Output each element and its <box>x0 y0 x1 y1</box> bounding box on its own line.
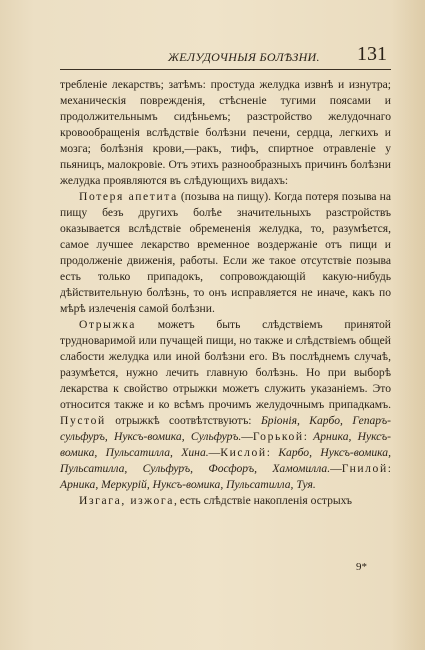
term-heartburn: Изгага, изжога <box>79 494 174 507</box>
page-header <box>60 45 391 70</box>
remedies-sour: Карбо, Нуксъ-вомика, Пульсатилла, Сульфуръ, Фосфоръ, Хамомилла. <box>60 446 392 475</box>
remedies-empty: Бріонія, Карбо, Гепаръ-сульфуръ, Нуксъ-вомика, Сульфуръ. <box>60 414 391 443</box>
subterm-rotten: Гнилой <box>341 462 388 475</box>
subterm-empty: Пустой <box>60 414 106 427</box>
subterm-sour: Кислой <box>220 446 267 459</box>
signature-mark: 9* <box>356 561 367 573</box>
remedies-rotten: Арника, Меркурій, Нуксъ-вомика, Пульсатилла, Туя. <box>60 478 316 491</box>
running-head: ЖЕЛУДОЧНЫЯ БОЛѢЗНИ. <box>168 50 320 64</box>
remedies-bitter: Арника, Нуксъ-вомика, Пульсатилла, Хина. <box>60 430 391 459</box>
paragraph-heartburn: Изгага, изжога, есть слѣдствіе накопленія острыхъ <box>79 494 353 507</box>
paragraph-belching: Отрыжка можетъ быть слѣдствіемъ принятой трудноваримой или пучащей пищи, но также и слѣдствіемъ общей слабости желудка или иной болѣзни его. Въ послѣднемъ случаѣ, разумѣется, нужно лечить главную болѣзнь. Но при выборѣ лекарства к свойство отрыжки можетъ служить указаніемъ. Это относится также и ко всѣмъ прочимъ желудочнымъ припадкамъ. Пустой отрыжкѣ соотвѣтствуютъ: Бріонія, Карбо, Гепаръ-сульфуръ, Нуксъ-вомика, Сульфуръ.—Горькой: Арника, Нуксъ-вомика, Пульсатилла, Хина.—Кислой: Карбо, Нуксъ-вомика, Пульсатилла, Сульфуръ, Фосфоръ, Хамомилла.—Гнилой: Арника, Меркурій, Нуксъ-вомика, Пульсатилла, Туя. <box>60 318 392 491</box>
paragraph-loss-of-appetite: Потеря апетита (позыва на пищу). Когда потеря позыва на пищу безъ другихъ болѣе значительныхъ разстройствъ оказывается вслѣдствіе обремененія желудка, то, разумѣется, самое лучшее лекарство временное воздержаніе отъ пищи и продолженіе движенія, работы. Если же такое отсутствіе позыва есть только припадокъ, сопровождающій какую-нибудь дѣйствительную болѣзнь, то онъ исправляется не иначе, какъ по мѣрѣ излеченія самой болѣзни. <box>60 190 391 315</box>
page-body <box>60 77 391 509</box>
term-loss-of-appetite: Потеря апетита <box>79 190 178 203</box>
paragraph-causes: требленіе лекарствъ; затѣмъ: простуда желудка извнѣ и изнутра; механическія поврежденія, стѣсненіе тугими поясами и продолжительнымъ сидѣньемъ; разстройство желудочнаго кровообращенія вслѣдствіе болѣзни печени, сердца, легкихъ и мозга; болѣзнія крови,—ракъ, тифъ, спиртное отравленіе у пьяницъ, малокровіе. Отъ этихъ разнообразныхъ причинъ болѣзни желудка проявляются въ слѣдующихъ видахъ: <box>60 78 391 187</box>
page-number: 131 <box>357 43 387 65</box>
term-belching: Отрыжка <box>79 318 136 331</box>
subterm-bitter: Горькой <box>252 430 304 443</box>
